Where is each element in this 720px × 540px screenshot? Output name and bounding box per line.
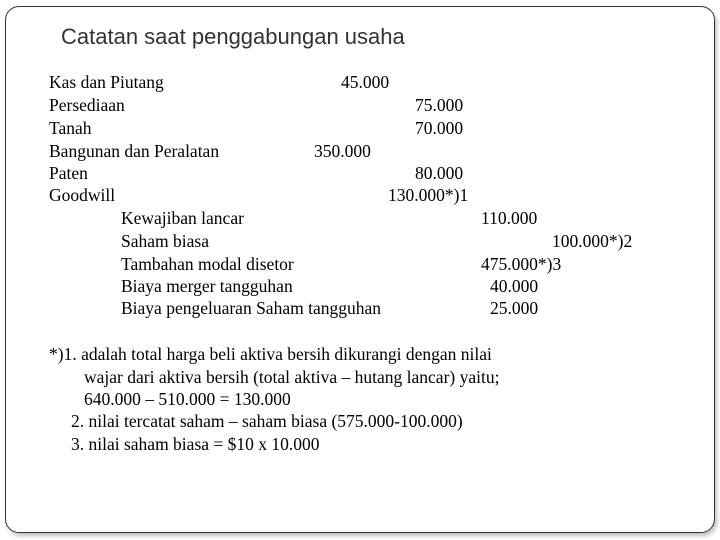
entry-amount: 70.000 [415, 118, 464, 138]
entry-amount: 110.000 [481, 208, 538, 228]
entry-label: Biaya pengeluaran Saham tangguhan [121, 298, 381, 318]
slide-title: Catatan saat penggabungan usaha [61, 24, 405, 49]
entry-label: Tambahan modal disetor [121, 254, 294, 274]
entry-label: Paten [49, 163, 88, 183]
entry-label: Bangunan dan Peralatan [49, 141, 220, 161]
entry-amount: 40.000 [490, 276, 539, 296]
entry-amount: 75.000 [415, 95, 464, 115]
footnote-line: 2. nilai tercatat saham – saham biasa (575.000-100.000) [71, 411, 463, 431]
footnote-line: wajar dari aktiva bersih (total aktiva – hutang lancar) yaitu; [84, 367, 500, 387]
entry-label: Saham biasa [121, 231, 209, 251]
entry-amount: 130.000*)1 [388, 185, 469, 205]
entry-label: Tanah [49, 118, 92, 138]
entry-label: Persediaan [49, 95, 125, 115]
entry-label: Kas dan Piutang [49, 72, 164, 92]
entry-amount: 475.000*)3 [481, 254, 562, 274]
entry-amount: 25.000 [490, 298, 539, 318]
entry-label: Kewajiban lancar [121, 208, 244, 228]
entry-amount: 45.000 [341, 72, 390, 92]
entry-amount: 80.000 [415, 163, 464, 183]
entry-amount: 350.000 [314, 141, 371, 161]
footnote-line: 3. nilai saham biasa = $10 x 10.000 [71, 434, 320, 454]
entry-label: Goodwill [49, 185, 116, 205]
footnote-line: *)1. adalah total harga beli aktiva bersih dikurangi dengan nilai [49, 344, 492, 364]
footnote-line: 640.000 – 510.000 = 130.000 [84, 389, 291, 409]
entry-label: Biaya merger tangguhan [121, 276, 293, 296]
entry-amount: 100.000*)2 [552, 231, 633, 251]
